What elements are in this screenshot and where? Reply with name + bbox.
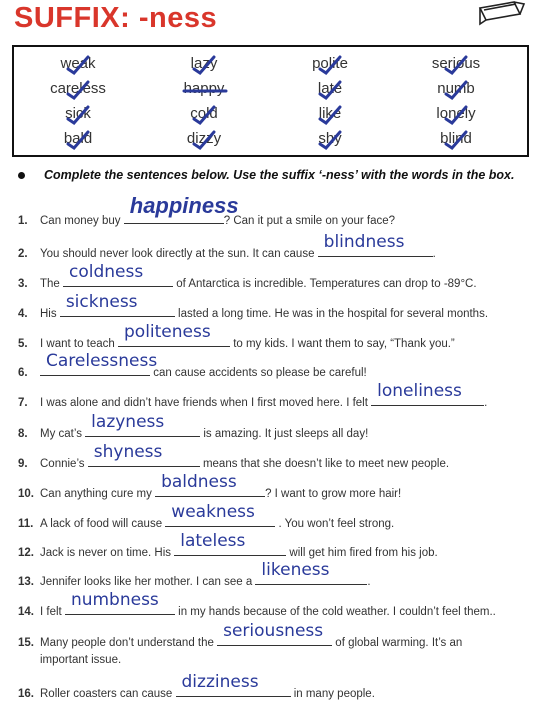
question-row: [18, 193, 396, 227]
answer-blank[interactable]: [124, 193, 239, 224]
question-text-after: lasted a long time. He was in the hospital for several months.: [174, 308, 489, 320]
answer-blank[interactable]: [85, 412, 200, 437]
crossout-mark: [28, 80, 128, 102]
question-row: [18, 560, 371, 588]
handwritten-answer: loneliness: [377, 381, 462, 401]
question-number: 4.: [18, 308, 28, 320]
answer-blank[interactable]: [65, 590, 175, 615]
handwritten-answer: numbness: [70, 590, 159, 610]
word-box-item: serious: [406, 55, 506, 72]
crossout-mark: [406, 105, 506, 127]
answer-blank[interactable]: [118, 322, 230, 347]
question-row: [18, 412, 369, 440]
word-box-item: lonely: [406, 105, 506, 122]
question-text-before: A lack of food will cause: [40, 518, 166, 530]
question-number: 6.: [18, 367, 28, 379]
crossout-mark: [280, 80, 380, 102]
handwritten-answer: happiness: [129, 193, 239, 218]
word-box-item: blind: [406, 130, 506, 147]
handwritten-answer: politeness: [124, 322, 211, 342]
question-text-before: You should never look directly at the sun. It can cause: [40, 248, 318, 260]
answer-blank[interactable]: [60, 292, 175, 317]
handwritten-answer: coldness: [69, 262, 144, 282]
word-box-item: like: [280, 105, 380, 122]
handwritten-answer: shyness: [93, 442, 163, 462]
question-number: 5.: [18, 338, 28, 350]
question-number: 12.: [18, 547, 34, 559]
question-text-after: .: [432, 248, 436, 260]
word-box-item: shy: [280, 130, 380, 147]
handwritten-answer: lazyness: [91, 412, 165, 432]
crossout-mark: [280, 55, 380, 77]
question-text-before: Many people don’t understand the: [40, 637, 218, 649]
question-text-after: means that she doesn’t like to meet new people.: [199, 458, 450, 470]
word-box-item: sick: [28, 105, 128, 122]
question-text-after: is amazing. It just sleeps all day!: [200, 428, 369, 440]
question-text-after: to my kids. I want them to say, “Thank you.”: [230, 338, 455, 350]
word-box: [12, 45, 529, 157]
answer-blank[interactable]: [174, 531, 286, 556]
question-text-after: will get him fired from his job.: [286, 547, 438, 559]
question-row: [18, 381, 488, 409]
handwritten-answer: weakness: [171, 502, 255, 522]
question-text-after: .: [367, 576, 371, 588]
word-box-item: happy: [154, 80, 254, 97]
crossout-mark: [154, 105, 254, 127]
question-text-after: of Antarctica is incredible. Temperatures can drop to -89°C.: [173, 278, 477, 290]
question-text-after: in many people.: [290, 688, 375, 700]
question-number: 9.: [18, 458, 28, 470]
crossout-mark: [280, 105, 380, 127]
question-text-before: Connie’s: [40, 458, 88, 470]
crossout-mark: [406, 130, 506, 152]
crossout-mark: [406, 55, 506, 77]
word-box-item: weak: [28, 55, 128, 72]
word-box-item: dizzy: [154, 130, 254, 147]
answer-blank[interactable]: [165, 502, 275, 527]
question-number: 3.: [18, 278, 28, 290]
question-text-after: .: [484, 397, 488, 409]
word-box-item: numb: [406, 80, 506, 97]
question-number: 13.: [18, 576, 34, 588]
crossout-mark: [28, 55, 128, 77]
question-number: 1.: [18, 215, 28, 227]
handwritten-answer: seriousness: [223, 621, 324, 641]
crossout-mark: [406, 80, 506, 102]
question-text-before: Jack is never on time. His: [40, 547, 175, 559]
answer-blank[interactable]: [255, 560, 367, 585]
word-box-item: polite: [280, 55, 380, 72]
question-text-before: My cat’s: [40, 428, 86, 440]
question-row: [18, 502, 395, 530]
crossout-mark: [154, 55, 254, 77]
pencil-icon: [476, 0, 526, 26]
crossout-mark: [280, 130, 380, 152]
answer-blank[interactable]: [371, 381, 484, 406]
handwritten-answer: sickness: [65, 292, 138, 312]
word-box-item: late: [280, 80, 380, 97]
question-text-after: ? I want to grow more hair!: [265, 488, 402, 500]
question-text-before: Can anything cure my: [40, 488, 156, 500]
question-text-before: His: [40, 308, 60, 320]
answer-blank[interactable]: [176, 672, 291, 697]
question-row: [18, 322, 455, 350]
instructions: Complete the sentences below. Use the suffix ‘-ness’ with the words in the box.: [44, 168, 515, 182]
question-row: [18, 590, 496, 618]
handwritten-answer: blindness: [323, 232, 405, 252]
word-box-item: careless: [28, 80, 128, 97]
handwritten-answer: lateless: [180, 531, 246, 551]
question-row: [18, 672, 375, 700]
question-text-before: The: [40, 278, 64, 290]
crossout-mark: [28, 105, 128, 127]
answer-blank[interactable]: [63, 262, 173, 287]
question-text-after: can cause accidents so please be careful!: [150, 367, 367, 379]
crossout-mark: [154, 130, 254, 152]
answer-blank[interactable]: [155, 472, 265, 497]
handwritten-answer: likeness: [261, 560, 330, 580]
question-text-before: Jennifer looks like her mother. I can see a: [40, 576, 256, 588]
question-continuation: important issue.: [40, 654, 122, 666]
worksheet-title: SUFFIX: -ness: [14, 2, 218, 34]
question-text-before: I felt: [40, 606, 65, 618]
word-box-item: bald: [28, 130, 128, 147]
question-row: [18, 531, 438, 559]
question-text-before: I want to teach: [40, 338, 118, 350]
handwritten-answer: Carelessness: [46, 351, 158, 371]
handwritten-answer: baldness: [161, 472, 237, 492]
answer-blank[interactable]: [217, 621, 332, 646]
answer-blank[interactable]: [88, 442, 200, 467]
question-number: 16.: [18, 688, 34, 700]
question-number: 2.: [18, 248, 28, 260]
answer-blank[interactable]: [318, 232, 433, 257]
answer-blank[interactable]: [40, 351, 158, 376]
question-text-after: in my hands because of the cold weather. I couldn’t feel them..: [174, 606, 496, 618]
question-number: 14.: [18, 606, 34, 618]
question-text-before: I was alone and didn’t have friends when I first moved here. I felt: [40, 397, 372, 409]
question-row: [18, 621, 463, 649]
question-text-after: . You won’t feel strong.: [275, 518, 395, 530]
question-text-before: Roller coasters can cause: [40, 688, 176, 700]
crossout-mark: [154, 80, 254, 102]
question-text-before: Can money buy: [40, 215, 124, 227]
word-box-item: cold: [154, 105, 254, 122]
question-row: [18, 292, 489, 320]
crossout-mark: [28, 130, 128, 152]
question-text-after: of global warming. It’s an: [332, 637, 463, 649]
handwritten-answer: dizziness: [181, 672, 259, 692]
question-number: 15.: [18, 637, 34, 649]
question-row: [18, 472, 402, 500]
question-row: [18, 262, 477, 290]
question-number: 11.: [18, 518, 34, 530]
question-row: [18, 351, 367, 379]
bullet-icon: [18, 172, 25, 179]
question-number: 7.: [18, 397, 28, 409]
question-number: 8.: [18, 428, 28, 440]
question-row: [18, 442, 450, 470]
question-number: 10.: [18, 488, 34, 500]
word-box-item: lazy: [154, 55, 254, 72]
question-text-after: ? Can it put a smile on your face?: [223, 215, 396, 227]
question-row: [18, 232, 436, 260]
